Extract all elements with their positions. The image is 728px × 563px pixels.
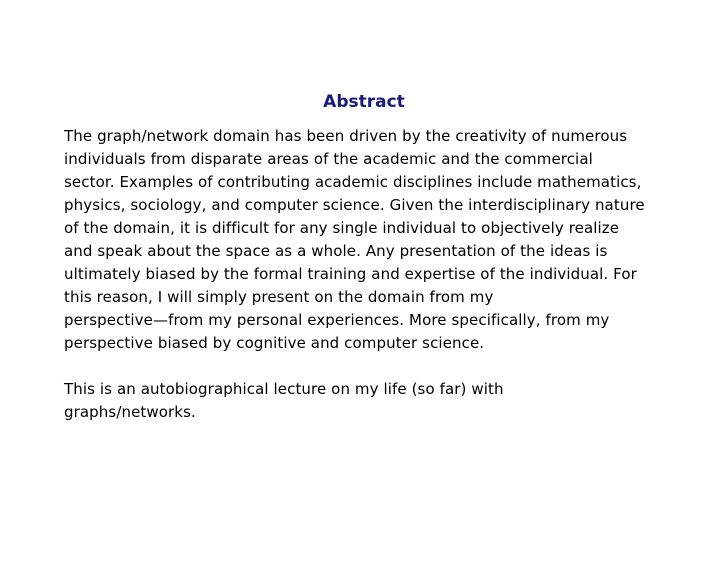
- paragraph-2-line: graphs/networks.: [64, 403, 196, 421]
- paragraph-1-line: physics, sociology, and computer science. Given the interdisciplinary nature: [64, 196, 645, 214]
- paragraph-1-line: this reason, I will simply present on the domain from my: [64, 288, 494, 306]
- abstract-title: Abstract: [323, 92, 405, 112]
- paragraph-1-line: The graph/network domain has been driven by the creativity of numerous: [64, 127, 628, 145]
- paragraph-2-line: This is an autobiographical lecture on my life (so far) with: [64, 380, 504, 398]
- abstract-body: [64, 125, 664, 424]
- paragraph-1-line: sector. Examples of contributing academic disciplines include mathematics,: [64, 173, 642, 191]
- paragraph-1-line: perspective biased by cognitive and computer science.: [64, 334, 485, 352]
- paragraph-2: [64, 378, 664, 424]
- paragraph-1-line: of the domain, it is difficult for any single individual to objectively realize: [64, 219, 620, 237]
- paragraph-1: [64, 125, 664, 355]
- paragraph-1-line: ultimately biased by the formal training and expertise of the individual. For: [64, 265, 637, 283]
- paragraph-1-line: and speak about the space as a whole. Any presentation of the ideas is: [64, 242, 608, 260]
- paragraph-spacer: [64, 355, 664, 378]
- paragraph-1-line: individuals from disparate areas of the academic and the commercial: [64, 150, 593, 168]
- paragraph-1-line: perspective—from my personal experiences. More specifically, from my: [64, 311, 610, 329]
